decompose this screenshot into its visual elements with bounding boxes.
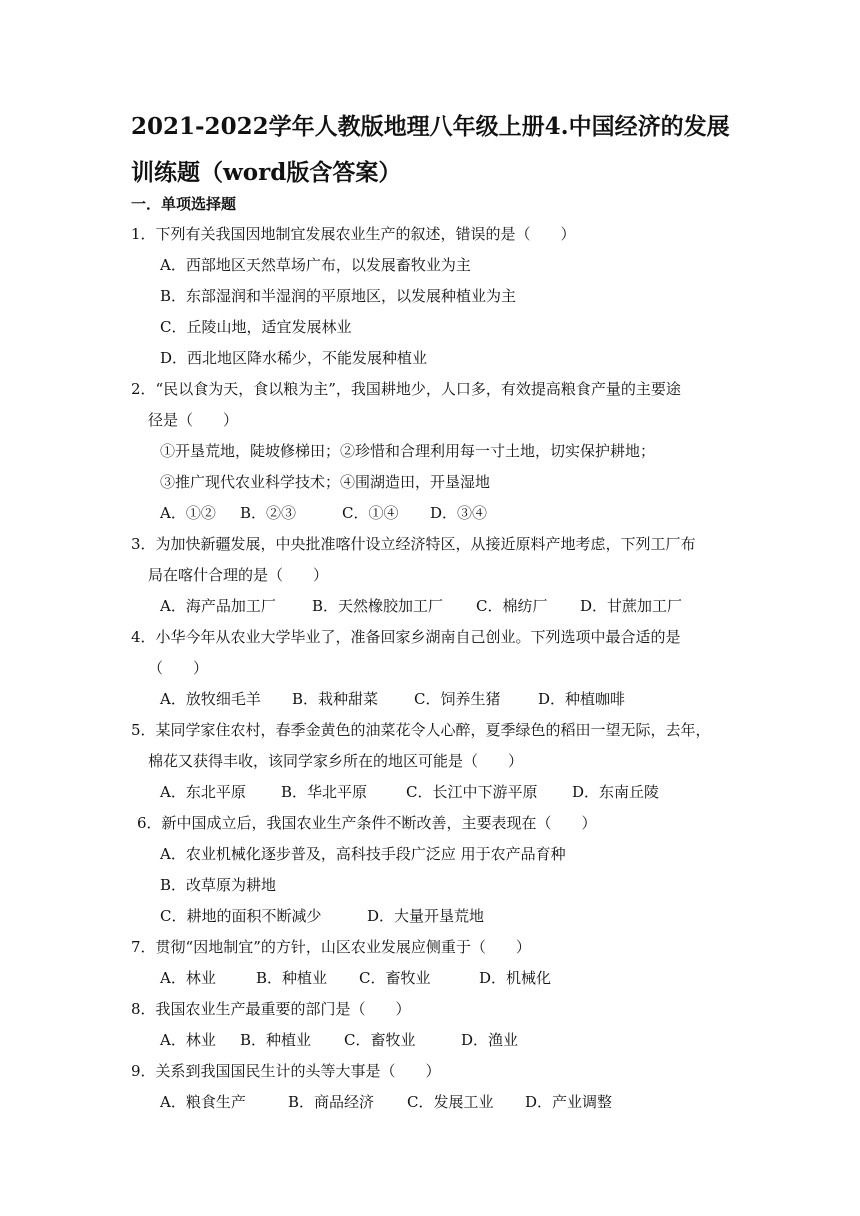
option-c: C．发展工业 — [407, 1093, 494, 1111]
question-5 — [131, 715, 741, 808]
options-row — [131, 777, 741, 808]
option-d: D．种植咖啡 — [538, 690, 626, 708]
option-b: B．改草原为耕地 — [160, 876, 277, 894]
option-d: D．机械化 — [479, 969, 552, 987]
option-a: A．海产品加工厂 — [160, 597, 276, 615]
question-9 — [131, 1056, 741, 1118]
option-b: B．②③ — [240, 504, 297, 522]
option-d: D．渔业 — [461, 1031, 519, 1049]
question-8 — [131, 994, 741, 1056]
option-a: A．林业 — [160, 969, 216, 987]
option-d: D．大量开垦荒地 — [367, 907, 485, 925]
question-stem: 9．关系到我国国民生计的头等大事是（ ） — [131, 1062, 441, 1080]
question-6 — [131, 808, 741, 932]
question-stem: 1．下列有关我国因地制宜发展农业生产的叙述，错误的是（ ） — [131, 225, 576, 243]
document-title: 2021-2022学年人教版地理八年级上册4.中国经济的发展训练题（word版含答案） — [131, 113, 730, 186]
option-b: B．华北平原 — [281, 783, 368, 801]
option-c: C．棉纺厂 — [476, 597, 548, 615]
question-stem: 7．贯彻“因地制宜”的方针，山区农业发展应侧重于（ ） — [131, 938, 531, 956]
question-stem-continued: 局在喀什合理的是（ ） — [148, 566, 329, 584]
options-row — [131, 684, 741, 715]
question-stem-continued: （ ） — [148, 659, 209, 677]
options-row — [131, 591, 741, 622]
option-a: A．放牧细毛羊 — [160, 690, 261, 708]
question-2 — [131, 374, 741, 529]
option-d: D．③④ — [430, 504, 488, 522]
option-a: A．农业机械化逐步普及，高科技手段广泛应 用于农产品育种 — [160, 845, 566, 863]
option-d: D．甘蔗加工厂 — [580, 597, 683, 615]
option-c: C．①④ — [342, 504, 399, 522]
option-a: A．林业 — [160, 1031, 216, 1049]
options-row — [131, 963, 741, 994]
option-a: A．西部地区天然草场广布，以发展畜牧业为主 — [160, 256, 471, 274]
question-stem: 3．为加快新疆发展，中央批准喀什设立经济特区，从接近原料产地考虑，下列工厂布 — [131, 535, 696, 553]
option-b: B．种植业 — [256, 969, 328, 987]
statement-line-2: ③推广现代农业科学技术；④围湖造田，开垦湿地 — [160, 473, 491, 491]
option-a: A．粮食生产 — [160, 1093, 246, 1111]
question-1 — [131, 219, 741, 374]
options-row — [131, 1025, 741, 1056]
option-c: C．畜牧业 — [359, 969, 431, 987]
option-b: B．天然橡胶加工厂 — [312, 597, 444, 615]
option-c: C．畜牧业 — [344, 1031, 416, 1049]
option-c: C．长江中下游平原 — [406, 783, 538, 801]
question-3 — [131, 529, 741, 622]
question-stem: 4．小华今年从农业大学毕业了，准备回家乡湖南自己创业。下列选项中最合适的是 — [131, 628, 681, 646]
option-b: B．商品经济 — [288, 1093, 375, 1111]
question-4 — [131, 622, 741, 715]
option-d: D．西北地区降水稀少，不能发展种植业 — [160, 349, 428, 367]
options-row — [131, 1087, 741, 1118]
option-c: C．饲养生猪 — [414, 690, 501, 708]
option-c: C．丘陵山地，适宜发展林业 — [160, 318, 352, 336]
question-stem: 5．某同学家住农村，春季金黄色的油菜花令人心醉，夏季绿色的稻田一望无际，去年， — [131, 721, 711, 739]
question-stem-continued: 棉花又获得丰收，该同学家乡所在的地区可能是（ ） — [148, 752, 524, 770]
question-7 — [131, 932, 741, 994]
option-b: B．种植业 — [240, 1031, 312, 1049]
question-stem: 2．“民以食为天，食以粮为主”，我国耕地少，人口多，有效提高粮食产量的主要途 — [131, 380, 681, 398]
option-a: A．①② — [160, 504, 216, 522]
option-b: B．东部湿润和半湿润的平原地区，以发展种植业为主 — [160, 287, 517, 305]
options-row — [131, 498, 741, 529]
option-d: D．产业调整 — [525, 1093, 613, 1111]
statement-line-1: ①开垦荒地，陡坡修梯田；②珍惜和合理利用每一寸土地，切实保护耕地； — [160, 442, 656, 460]
question-stem-continued: 径是（ ） — [148, 411, 239, 429]
option-a: A．东北平原 — [160, 783, 246, 801]
option-c: C．耕地的面积不断减少 — [160, 907, 322, 925]
option-d: D．东南丘陵 — [572, 783, 660, 801]
question-stem: 6．新中国成立后，我国农业生产条件不断改善，主要表现在（ ） — [137, 814, 597, 832]
options-row — [131, 901, 741, 932]
option-b: B．栽种甜菜 — [292, 690, 379, 708]
question-stem: 8．我国农业生产最重要的部门是（ ） — [131, 1000, 411, 1018]
section-heading: 一．单项选择题 — [131, 195, 237, 213]
